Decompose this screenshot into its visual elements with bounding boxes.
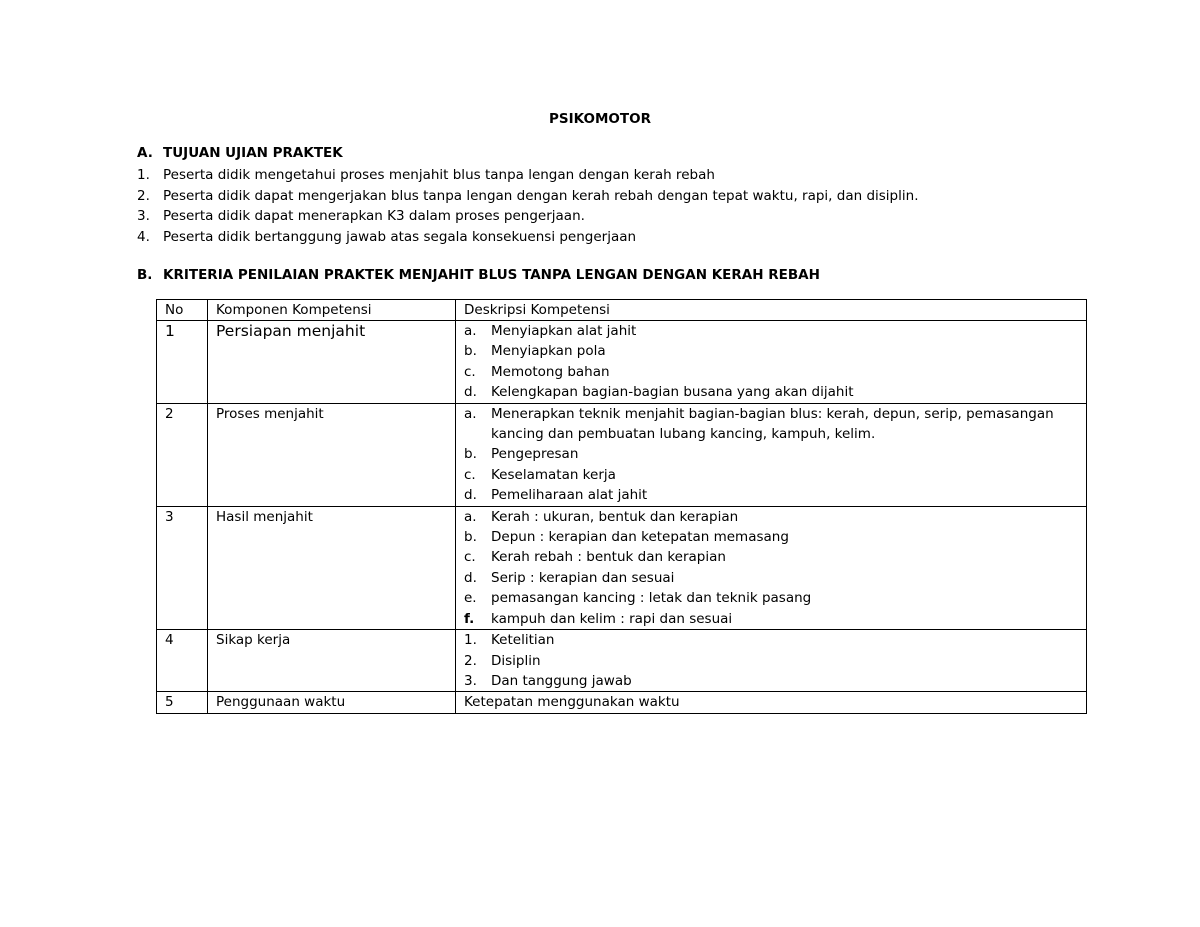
- section-b-title: KRITERIA PENILAIAN PRAKTEK MENJAHIT BLUS TANPA LENGAN DENGAN KERAH REBAH: [163, 267, 820, 283]
- section-b-heading: [137, 267, 820, 283]
- item-marker: 2.: [464, 652, 477, 669]
- description-item: [464, 609, 1086, 629]
- section-b-letter: B.: [137, 267, 153, 283]
- objective-number: 2.: [137, 187, 150, 204]
- description-item: [464, 588, 1086, 608]
- item-marker: b.: [464, 529, 477, 546]
- objective-number: 3.: [137, 208, 150, 224]
- description-item: [464, 547, 1086, 567]
- description-item: [464, 321, 1086, 341]
- objective-text: Peserta didik bertanggung jawab atas segala konsekuensi pengerjaan: [163, 228, 637, 245]
- description-item: [464, 527, 1086, 547]
- row-number: [157, 692, 208, 713]
- table-row: [157, 630, 1087, 692]
- item-marker: f.: [464, 610, 475, 627]
- item-marker: b.: [464, 446, 477, 463]
- description-item: [464, 630, 1086, 650]
- item-text: Depun : kerapian dan ketepatan memasang: [491, 529, 789, 546]
- item-marker: c.: [464, 363, 476, 380]
- description-item: [464, 382, 1086, 402]
- objective-text: Peserta didik mengetahui proses menjahit blus tanpa lengan dengan kerah rebah: [163, 167, 715, 183]
- row-number-text: 4: [165, 632, 174, 649]
- item-text: Disiplin: [491, 652, 541, 669]
- description-item: [464, 651, 1086, 671]
- row-component: [208, 321, 456, 404]
- objective-text: Peserta didik dapat mengerjakan blus tanpa lengan dengan kerah rebah dengan tepat waktu, rapi, dan disiplin.: [163, 187, 919, 204]
- table-row: [157, 506, 1087, 629]
- item-marker: d.: [464, 384, 477, 401]
- item-text: Keselamatan kerja: [491, 466, 616, 483]
- item-marker: a.: [464, 508, 477, 525]
- row-component-text: Sikap kerja: [216, 632, 291, 649]
- item-marker: d.: [464, 569, 477, 586]
- item-text: Pemeliharaan alat jahit: [491, 487, 648, 504]
- item-text: Serip : kerapian dan sesuai: [491, 569, 675, 586]
- item-text: Menyiapkan pola: [491, 343, 606, 360]
- objectives-list: [137, 165, 918, 247]
- item-text: Kerah : ukuran, bentuk dan kerapian: [491, 508, 739, 525]
- table-row: [157, 403, 1087, 506]
- item-text: Kerah rebah : bentuk dan kerapian: [491, 549, 726, 566]
- row-number-text: 5: [165, 694, 174, 711]
- row-number-text: 1: [165, 322, 175, 340]
- section-a-heading: [137, 145, 343, 161]
- description-item: [464, 341, 1086, 361]
- objective-item: [137, 186, 918, 207]
- objective-item: [137, 227, 918, 248]
- item-marker: d.: [464, 487, 477, 504]
- section-a-letter: A.: [137, 145, 153, 161]
- description-item: [464, 507, 1086, 527]
- header-no: No: [157, 300, 208, 321]
- objective-text: Peserta didik dapat menerapkan K3 dalam proses pengerjaan.: [163, 208, 585, 224]
- row-number-text: 3: [165, 508, 174, 525]
- row-component-text: Persiapan menjahit: [216, 322, 366, 340]
- table-header-row: [157, 300, 1087, 321]
- header-component: Komponen Kompetensi: [208, 300, 456, 321]
- section-a-title: TUJUAN UJIAN PRAKTEK: [163, 145, 343, 161]
- criteria-table: [156, 299, 1087, 714]
- item-marker: 3.: [464, 672, 477, 689]
- item-text: Menerapkan teknik menjahit bagian-bagian blus: kerah, depun, serip, pemasangan kancing dan pembuatan lubang kancing, kampuh, kelim.: [491, 405, 1054, 443]
- description-item: [464, 362, 1086, 382]
- row-component: [208, 630, 456, 692]
- row-description: [456, 692, 1087, 713]
- description-item: [464, 444, 1086, 464]
- objective-item: [137, 206, 918, 227]
- row-component-text: Penggunaan waktu: [216, 694, 346, 711]
- row-number: [157, 403, 208, 506]
- row-number: [157, 630, 208, 692]
- description-item: [464, 485, 1086, 505]
- description-item: [464, 568, 1086, 588]
- row-component-text: Hasil menjahit: [216, 508, 313, 525]
- item-text: kampuh dan kelim : rapi dan sesuai: [491, 610, 733, 627]
- item-marker: b.: [464, 343, 477, 360]
- item-text: Ketelitian: [491, 632, 555, 649]
- row-component: [208, 403, 456, 506]
- item-marker: a.: [464, 405, 477, 422]
- item-marker: a.: [464, 323, 477, 339]
- item-marker: 1.: [464, 632, 477, 649]
- table-row: [157, 692, 1087, 713]
- item-text: pemasangan kancing : letak dan teknik pasang: [491, 590, 812, 607]
- row-component: [208, 506, 456, 629]
- row-description: [456, 403, 1087, 506]
- description-item: [464, 671, 1086, 691]
- row-number: [157, 506, 208, 629]
- row-number-text: 2: [165, 405, 174, 422]
- description-item: [464, 465, 1086, 485]
- row-component-text: Proses menjahit: [216, 405, 324, 422]
- header-description: Deskripsi Kompetensi: [456, 300, 1087, 321]
- item-text: Menyiapkan alat jahit: [491, 323, 637, 339]
- objective-item: [137, 165, 918, 186]
- item-text: Memotong bahan: [491, 363, 610, 380]
- description-item: [464, 404, 1086, 445]
- item-marker: c.: [464, 549, 476, 566]
- item-marker: c.: [464, 466, 476, 483]
- row-description: [456, 506, 1087, 629]
- row-description: [456, 630, 1087, 692]
- row-description: [456, 321, 1087, 404]
- item-text: Kelengkapan bagian-bagian busana yang akan dijahit: [491, 384, 854, 401]
- objective-number: 4.: [137, 228, 150, 245]
- row-number: [157, 321, 208, 404]
- table-row: [157, 321, 1087, 404]
- row-component: [208, 692, 456, 713]
- item-marker: e.: [464, 590, 477, 607]
- item-text: Dan tanggung jawab: [491, 672, 632, 689]
- item-text: Pengepresan: [491, 446, 579, 463]
- objective-number: 1.: [137, 167, 150, 183]
- row-description-text: Ketepatan menggunakan waktu: [464, 694, 680, 711]
- page-title: PSIKOMOTOR: [549, 111, 651, 127]
